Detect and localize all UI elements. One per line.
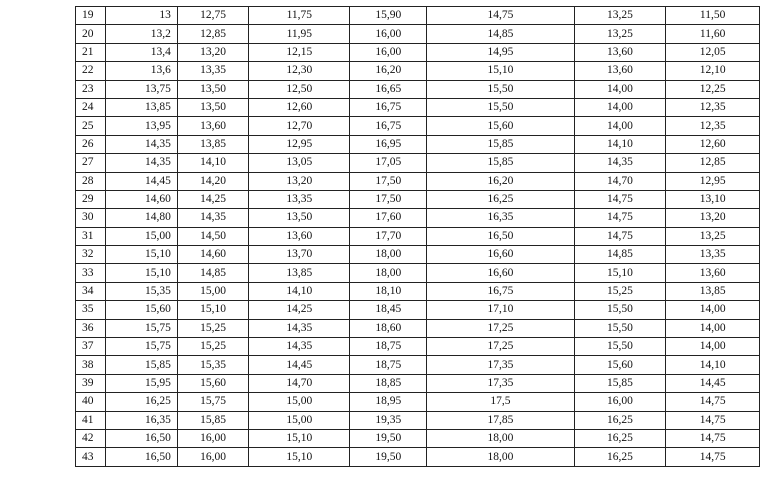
- value-cell: 14,10: [574, 135, 666, 153]
- value-cell: 12,30: [249, 62, 350, 80]
- value-cell: 15,25: [177, 319, 248, 337]
- value-cell: 13,60: [574, 62, 666, 80]
- table-row: [76, 190, 760, 208]
- value-cell: 12,60: [249, 98, 350, 116]
- row-number-cell: 26: [76, 135, 106, 153]
- value-cell: 18,75: [350, 338, 427, 356]
- value-cell: 16,75: [350, 117, 427, 135]
- value-cell: 12,85: [666, 154, 760, 172]
- value-cell: 19,35: [350, 411, 427, 429]
- value-cell: 13,2: [105, 25, 177, 43]
- table-body: [76, 7, 760, 467]
- row-number-cell: 19: [76, 7, 106, 25]
- value-cell: 12,10: [666, 62, 760, 80]
- row-number-cell: 38: [76, 356, 106, 374]
- value-cell: 12,50: [249, 80, 350, 98]
- value-cell: 14,50: [177, 227, 248, 245]
- value-cell: 14,45: [249, 356, 350, 374]
- value-cell: 14,95: [427, 43, 574, 61]
- table-row: [76, 25, 760, 43]
- row-number-cell: 25: [76, 117, 106, 135]
- value-cell: 11,95: [249, 25, 350, 43]
- value-cell: 16,50: [427, 227, 574, 245]
- value-cell: 18,45: [350, 301, 427, 319]
- value-cell: 17,5: [427, 393, 574, 411]
- value-cell: 11,50: [666, 7, 760, 25]
- value-cell: 13,20: [177, 43, 248, 61]
- value-cell: 18,10: [350, 282, 427, 300]
- value-cell: 15,35: [105, 282, 177, 300]
- value-cell: 15,60: [574, 356, 666, 374]
- row-number-cell: 27: [76, 154, 106, 172]
- table-row: [76, 393, 760, 411]
- table-row: [76, 154, 760, 172]
- value-cell: 12,70: [249, 117, 350, 135]
- value-cell: 16,00: [574, 393, 666, 411]
- value-cell: 15,25: [574, 282, 666, 300]
- value-cell: 15,00: [249, 411, 350, 429]
- value-cell: 13,25: [574, 25, 666, 43]
- value-cell: 13,35: [177, 62, 248, 80]
- value-cell: 15,95: [105, 374, 177, 392]
- data-table: [75, 6, 760, 467]
- value-cell: 12,05: [666, 43, 760, 61]
- table-row: [76, 209, 760, 227]
- value-cell: 16,00: [350, 43, 427, 61]
- value-cell: 14,75: [574, 209, 666, 227]
- value-cell: 15,50: [427, 80, 574, 98]
- value-cell: 14,85: [574, 246, 666, 264]
- value-cell: 16,75: [350, 98, 427, 116]
- value-cell: 13,20: [249, 172, 350, 190]
- value-cell: 14,80: [105, 209, 177, 227]
- value-cell: 14,75: [574, 227, 666, 245]
- row-number-cell: 20: [76, 25, 106, 43]
- value-cell: 11,75: [249, 7, 350, 25]
- value-cell: 17,70: [350, 227, 427, 245]
- value-cell: 14,10: [249, 282, 350, 300]
- value-cell: 14,20: [177, 172, 248, 190]
- value-cell: 14,60: [105, 190, 177, 208]
- table-row: [76, 246, 760, 264]
- value-cell: 16,20: [350, 62, 427, 80]
- table-row: [76, 356, 760, 374]
- value-cell: 13,60: [249, 227, 350, 245]
- table-row: [76, 7, 760, 25]
- value-cell: 14,70: [574, 172, 666, 190]
- value-cell: 14,35: [105, 135, 177, 153]
- value-cell: 16,75: [427, 282, 574, 300]
- value-cell: 16,50: [105, 429, 177, 447]
- value-cell: 14,35: [249, 319, 350, 337]
- table-row: [76, 80, 760, 98]
- value-cell: 14,60: [177, 246, 248, 264]
- value-cell: 14,00: [666, 319, 760, 337]
- row-number-cell: 40: [76, 393, 106, 411]
- table-row: [76, 98, 760, 116]
- value-cell: 13,25: [666, 227, 760, 245]
- value-cell: 17,85: [427, 411, 574, 429]
- value-cell: 13: [105, 7, 177, 25]
- value-cell: 14,85: [177, 264, 248, 282]
- value-cell: 13,60: [574, 43, 666, 61]
- value-cell: 14,35: [574, 154, 666, 172]
- value-cell: 16,25: [574, 429, 666, 447]
- value-cell: 16,20: [427, 172, 574, 190]
- value-cell: 14,75: [666, 448, 760, 466]
- row-number-cell: 34: [76, 282, 106, 300]
- value-cell: 14,10: [177, 154, 248, 172]
- value-cell: 16,25: [574, 411, 666, 429]
- table-row: [76, 448, 760, 466]
- value-cell: 16,60: [427, 246, 574, 264]
- table-row: [76, 227, 760, 245]
- row-number-cell: 30: [76, 209, 106, 227]
- value-cell: 12,35: [666, 98, 760, 116]
- value-cell: 14,00: [574, 98, 666, 116]
- table-row: [76, 429, 760, 447]
- value-cell: 13,35: [249, 190, 350, 208]
- value-cell: 14,00: [666, 338, 760, 356]
- value-cell: 12,95: [666, 172, 760, 190]
- value-cell: 12,60: [666, 135, 760, 153]
- value-cell: 15,10: [177, 301, 248, 319]
- row-number-cell: 37: [76, 338, 106, 356]
- value-cell: 14,00: [666, 301, 760, 319]
- value-cell: 15,00: [105, 227, 177, 245]
- table-row: [76, 338, 760, 356]
- value-cell: 13,6: [105, 62, 177, 80]
- value-cell: 15,50: [574, 319, 666, 337]
- table-row: [76, 43, 760, 61]
- value-cell: 15,75: [105, 319, 177, 337]
- value-cell: 13,75: [105, 80, 177, 98]
- value-cell: 15,10: [105, 246, 177, 264]
- value-cell: 15,75: [177, 393, 248, 411]
- value-cell: 15,10: [249, 429, 350, 447]
- value-cell: 14,70: [249, 374, 350, 392]
- row-number-cell: 33: [76, 264, 106, 282]
- value-cell: 14,75: [666, 393, 760, 411]
- row-number-cell: 35: [76, 301, 106, 319]
- value-cell: 13,50: [177, 98, 248, 116]
- value-cell: 14,45: [666, 374, 760, 392]
- value-cell: 15,10: [574, 264, 666, 282]
- table-row: [76, 117, 760, 135]
- value-cell: 17,60: [350, 209, 427, 227]
- value-cell: 18,00: [427, 448, 574, 466]
- value-cell: 14,75: [427, 7, 574, 25]
- value-cell: 16,00: [350, 25, 427, 43]
- value-cell: 16,25: [105, 393, 177, 411]
- value-cell: 15,85: [105, 356, 177, 374]
- table-row: [76, 374, 760, 392]
- table-row: [76, 62, 760, 80]
- value-cell: 13,35: [666, 246, 760, 264]
- value-cell: 18,95: [350, 393, 427, 411]
- value-cell: 14,75: [666, 411, 760, 429]
- value-cell: 12,15: [249, 43, 350, 61]
- value-cell: 17,50: [350, 190, 427, 208]
- value-cell: 15,85: [177, 411, 248, 429]
- table-row: [76, 301, 760, 319]
- value-cell: 18,85: [350, 374, 427, 392]
- value-cell: 12,35: [666, 117, 760, 135]
- value-cell: 13,85: [666, 282, 760, 300]
- value-cell: 16,25: [574, 448, 666, 466]
- row-number-cell: 24: [76, 98, 106, 116]
- value-cell: 12,75: [177, 7, 248, 25]
- value-cell: 13,95: [105, 117, 177, 135]
- value-cell: 15,60: [105, 301, 177, 319]
- value-cell: 11,60: [666, 25, 760, 43]
- value-cell: 15,85: [574, 374, 666, 392]
- value-cell: 16,65: [350, 80, 427, 98]
- value-cell: 18,00: [350, 246, 427, 264]
- row-number-cell: 32: [76, 246, 106, 264]
- row-number-cell: 41: [76, 411, 106, 429]
- value-cell: 16,35: [105, 411, 177, 429]
- value-cell: 17,10: [427, 301, 574, 319]
- value-cell: 12,85: [177, 25, 248, 43]
- table-row: [76, 264, 760, 282]
- value-cell: 19,50: [350, 448, 427, 466]
- value-cell: 16,50: [105, 448, 177, 466]
- value-cell: 19,50: [350, 429, 427, 447]
- value-cell: 14,35: [249, 338, 350, 356]
- value-cell: 18,75: [350, 356, 427, 374]
- value-cell: 14,75: [574, 190, 666, 208]
- value-cell: 14,25: [177, 190, 248, 208]
- value-cell: 18,00: [427, 429, 574, 447]
- row-number-cell: 42: [76, 429, 106, 447]
- value-cell: 14,35: [105, 154, 177, 172]
- value-cell: 14,75: [666, 429, 760, 447]
- value-cell: 12,25: [666, 80, 760, 98]
- value-cell: 16,35: [427, 209, 574, 227]
- value-cell: 13,25: [574, 7, 666, 25]
- value-cell: 15,10: [427, 62, 574, 80]
- value-cell: 13,10: [666, 190, 760, 208]
- row-number-cell: 36: [76, 319, 106, 337]
- value-cell: 14,25: [249, 301, 350, 319]
- value-cell: 15,10: [249, 448, 350, 466]
- row-number-cell: 23: [76, 80, 106, 98]
- row-number-cell: 43: [76, 448, 106, 466]
- value-cell: 15,50: [574, 301, 666, 319]
- value-cell: 15,75: [105, 338, 177, 356]
- value-cell: 17,35: [427, 356, 574, 374]
- value-cell: 15,85: [427, 154, 574, 172]
- value-cell: 15,35: [177, 356, 248, 374]
- value-cell: 14,00: [574, 80, 666, 98]
- value-cell: 13,20: [666, 209, 760, 227]
- value-cell: 13,85: [249, 264, 350, 282]
- value-cell: 15,25: [177, 338, 248, 356]
- value-cell: 15,50: [574, 338, 666, 356]
- value-cell: 13,4: [105, 43, 177, 61]
- value-cell: 18,60: [350, 319, 427, 337]
- row-number-cell: 21: [76, 43, 106, 61]
- row-number-cell: 39: [76, 374, 106, 392]
- value-cell: 14,00: [574, 117, 666, 135]
- value-cell: 13,60: [177, 117, 248, 135]
- value-cell: 16,95: [350, 135, 427, 153]
- row-number-cell: 22: [76, 62, 106, 80]
- table-row: [76, 282, 760, 300]
- table-row: [76, 411, 760, 429]
- value-cell: 13,85: [105, 98, 177, 116]
- value-cell: 15,00: [249, 393, 350, 411]
- value-cell: 15,10: [105, 264, 177, 282]
- value-cell: 15,90: [350, 7, 427, 25]
- value-cell: 14,35: [177, 209, 248, 227]
- value-cell: 17,25: [427, 319, 574, 337]
- value-cell: 15,00: [177, 282, 248, 300]
- table-row: [76, 319, 760, 337]
- value-cell: 13,05: [249, 154, 350, 172]
- value-cell: 15,60: [177, 374, 248, 392]
- table-row: [76, 135, 760, 153]
- value-cell: 16,00: [177, 429, 248, 447]
- value-cell: 15,50: [427, 98, 574, 116]
- value-cell: 12,95: [249, 135, 350, 153]
- value-cell: 16,60: [427, 264, 574, 282]
- value-cell: 13,50: [249, 209, 350, 227]
- value-cell: 17,05: [350, 154, 427, 172]
- row-number-cell: 29: [76, 190, 106, 208]
- row-number-cell: 28: [76, 172, 106, 190]
- value-cell: 17,35: [427, 374, 574, 392]
- value-cell: 13,50: [177, 80, 248, 98]
- value-cell: 16,00: [177, 448, 248, 466]
- value-cell: 13,60: [666, 264, 760, 282]
- value-cell: 16,25: [427, 190, 574, 208]
- value-cell: 17,25: [427, 338, 574, 356]
- value-cell: 18,00: [350, 264, 427, 282]
- value-cell: 15,85: [427, 135, 574, 153]
- value-cell: 14,45: [105, 172, 177, 190]
- value-cell: 15,60: [427, 117, 574, 135]
- value-cell: 14,10: [666, 356, 760, 374]
- value-cell: 17,50: [350, 172, 427, 190]
- value-cell: 14,85: [427, 25, 574, 43]
- value-cell: 13,85: [177, 135, 248, 153]
- value-cell: 13,70: [249, 246, 350, 264]
- table-row: [76, 172, 760, 190]
- row-number-cell: 31: [76, 227, 106, 245]
